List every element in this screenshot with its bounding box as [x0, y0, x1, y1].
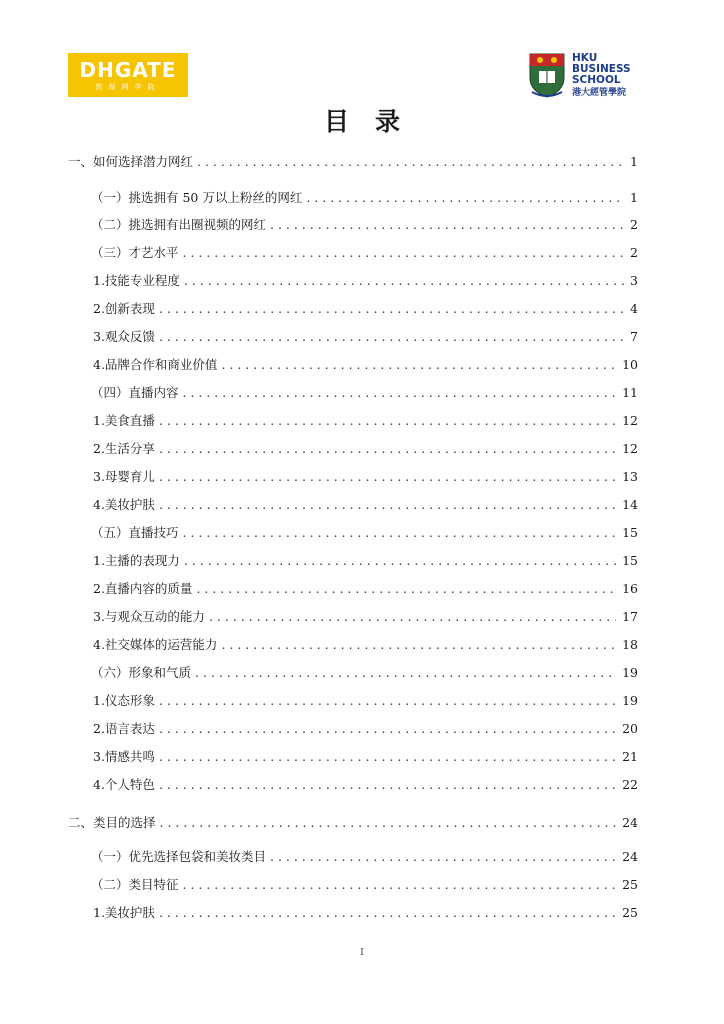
toc-entry-page-number: 2: [630, 245, 638, 260]
toc-entry[interactable]: [91, 188, 638, 208]
toc-entry[interactable]: [91, 663, 638, 683]
toc-entry-label: （二）挑选拥有出圈视频的网红: [91, 217, 267, 232]
toc-entry-label: 4.个人特色: [93, 777, 155, 792]
toc-entry[interactable]: [93, 411, 638, 431]
toc-dot-leader: [209, 609, 616, 624]
toc-entry-label: （四）直播内容: [91, 385, 179, 400]
toc-dot-leader: [183, 877, 617, 892]
toc-entry[interactable]: [93, 467, 638, 487]
toc-dot-leader: [184, 553, 616, 568]
toc-dot-leader: [159, 905, 616, 920]
toc-entry-page-number: 4: [630, 301, 638, 316]
toc-dot-leader: [159, 721, 616, 736]
toc-entry[interactable]: [93, 691, 638, 711]
toc-dot-leader: [159, 693, 616, 708]
toc-entry[interactable]: [93, 327, 638, 347]
toc-entry-label: 2.语言表达: [93, 721, 155, 736]
toc-title: 目录: [323, 107, 426, 136]
toc-dot-leader: [221, 637, 616, 652]
hku-crest-icon: [528, 52, 566, 98]
toc-dot-leader: [159, 413, 616, 428]
toc-entry[interactable]: [91, 215, 638, 235]
toc-dot-leader: [183, 385, 617, 400]
toc-dot-leader: [221, 357, 616, 372]
toc-entry[interactable]: [68, 813, 638, 833]
toc-entry[interactable]: [93, 775, 638, 795]
toc-entry[interactable]: [91, 847, 638, 867]
toc-dot-leader: [159, 777, 616, 792]
toc-entry-page-number: 3: [630, 273, 638, 288]
toc-entry-page-number: 15: [622, 553, 638, 568]
toc-dot-leader: [183, 525, 617, 540]
toc-dot-leader: [184, 273, 624, 288]
toc-entry-page-number: 18: [622, 637, 638, 652]
toc-entry-label: （五）直播技巧: [91, 525, 179, 540]
toc-entry-label: 1.仪态形象: [93, 693, 155, 708]
toc-entry-label: 二、类目的选择: [68, 815, 156, 830]
toc-entry-page-number: 2: [630, 217, 638, 232]
toc-entry-label: 1.美食直播: [93, 413, 155, 428]
toc-entry-page-number: 24: [622, 849, 638, 864]
toc-entry-page-number: 19: [622, 665, 638, 680]
toc-dot-leader: [159, 749, 616, 764]
toc-entry-label: （三）才艺水平: [91, 245, 179, 260]
toc-entry[interactable]: [91, 383, 638, 403]
toc-entry[interactable]: [93, 551, 638, 571]
toc-entry[interactable]: [93, 719, 638, 739]
toc-entry-page-number: 13: [622, 469, 638, 484]
toc-entry-page-number: 25: [622, 877, 638, 892]
toc-entry-page-number: 12: [622, 413, 638, 428]
toc-entry[interactable]: [91, 875, 638, 895]
toc-entry-page-number: 20: [622, 721, 638, 736]
toc-entry-label: 2.创新表现: [93, 301, 155, 316]
toc-entry[interactable]: [68, 152, 638, 172]
toc-entry-page-number: 7: [630, 329, 638, 344]
hku-business-school-logo: [528, 50, 638, 100]
toc-dot-leader: [160, 815, 617, 830]
hku-name-lines: [572, 53, 631, 86]
toc-entry-page-number: 17: [622, 609, 638, 624]
toc-entry-label: 2.生活分享: [93, 441, 155, 456]
toc-entry-page-number: 19: [622, 693, 638, 708]
toc-entry[interactable]: [93, 579, 638, 599]
toc-dot-leader: [159, 469, 616, 484]
hku-line-3: SCHOOL: [572, 74, 621, 86]
toc-entry-page-number: 11: [622, 385, 638, 400]
toc-entry[interactable]: [93, 903, 638, 923]
toc-entry[interactable]: [93, 439, 638, 459]
toc-dot-leader: [270, 217, 624, 232]
toc-entry-page-number: 12: [622, 441, 638, 456]
toc-entry-label: 一、如何选择潜力网红: [68, 154, 194, 169]
toc-entry-label: （一）优先选择包袋和美妆类目: [91, 849, 267, 864]
toc-entry[interactable]: [93, 355, 638, 375]
toc-dot-leader: [159, 441, 616, 456]
toc-dot-leader: [159, 497, 616, 512]
toc-dot-leader: [306, 190, 624, 205]
toc-dot-leader: [197, 154, 624, 169]
toc-entry-page-number: 15: [622, 525, 638, 540]
toc-entry[interactable]: [93, 635, 638, 655]
toc-entry[interactable]: [93, 607, 638, 627]
toc-dot-leader: [159, 329, 624, 344]
toc-entry-page-number: 25: [622, 905, 638, 920]
toc-entry-label: （一）挑选拥有 50 万以上粉丝的网红: [91, 190, 303, 205]
toc-entry-page-number: 22: [622, 777, 638, 792]
toc-dot-leader: [183, 245, 625, 260]
toc-dot-leader: [196, 581, 616, 596]
toc-entry-page-number: 10: [622, 357, 638, 372]
toc-entry-label: 4.品牌合作和商业价值: [93, 357, 218, 372]
toc-dot-leader: [195, 665, 616, 680]
dhgate-brand-text: DHGATE: [79, 57, 177, 82]
toc-dot-leader: [270, 849, 616, 864]
toc-entry-label: 4.美妆护肤: [93, 497, 155, 512]
toc-entry-page-number: 24: [622, 815, 638, 830]
toc-entry-label: （二）类目特征: [91, 877, 179, 892]
toc-entry-label: 2.直播内容的质量: [93, 581, 193, 596]
hku-line-2: BUSINESS: [572, 63, 631, 75]
toc-entry[interactable]: [93, 299, 638, 319]
toc-entry-label: 1.技能专业程度: [93, 273, 180, 288]
toc-entry[interactable]: [91, 523, 638, 543]
toc-entry-page-number: 16: [622, 581, 638, 596]
toc-entry-page-number: 14: [622, 497, 638, 512]
toc-entry-label: （六）形象和气质: [91, 665, 192, 680]
dhgate-brand-subtitle: 敦煌网学院: [95, 82, 161, 91]
toc-entry-page-number: 1: [630, 154, 638, 169]
toc-entry-page-number: 1: [630, 190, 638, 205]
toc-entry-label: 4.社交媒体的运营能力: [93, 637, 218, 652]
toc-entry-label: 3.观众反馈: [93, 329, 155, 344]
toc-entry[interactable]: [93, 747, 638, 767]
toc-entry-label: 1.主播的表现力: [93, 553, 180, 568]
hku-line-1: HKU: [572, 52, 598, 64]
toc-entry-page-number: 21: [622, 749, 638, 764]
dhgate-logo: [68, 53, 188, 97]
hku-chinese-name: 港大經管學院: [572, 88, 627, 98]
page-number: I: [360, 948, 364, 958]
toc-entry-label: 3.母婴育儿: [93, 469, 155, 484]
toc-entry[interactable]: [93, 271, 638, 291]
toc-entry[interactable]: [93, 495, 638, 515]
toc-entry-label: 3.情感共鸣: [93, 749, 155, 764]
toc-entry[interactable]: [91, 243, 638, 263]
toc-dot-leader: [159, 301, 624, 316]
toc-entry-label: 3.与观众互动的能力: [93, 609, 205, 624]
toc-entry-label: 1.美妆护肤: [93, 905, 155, 920]
